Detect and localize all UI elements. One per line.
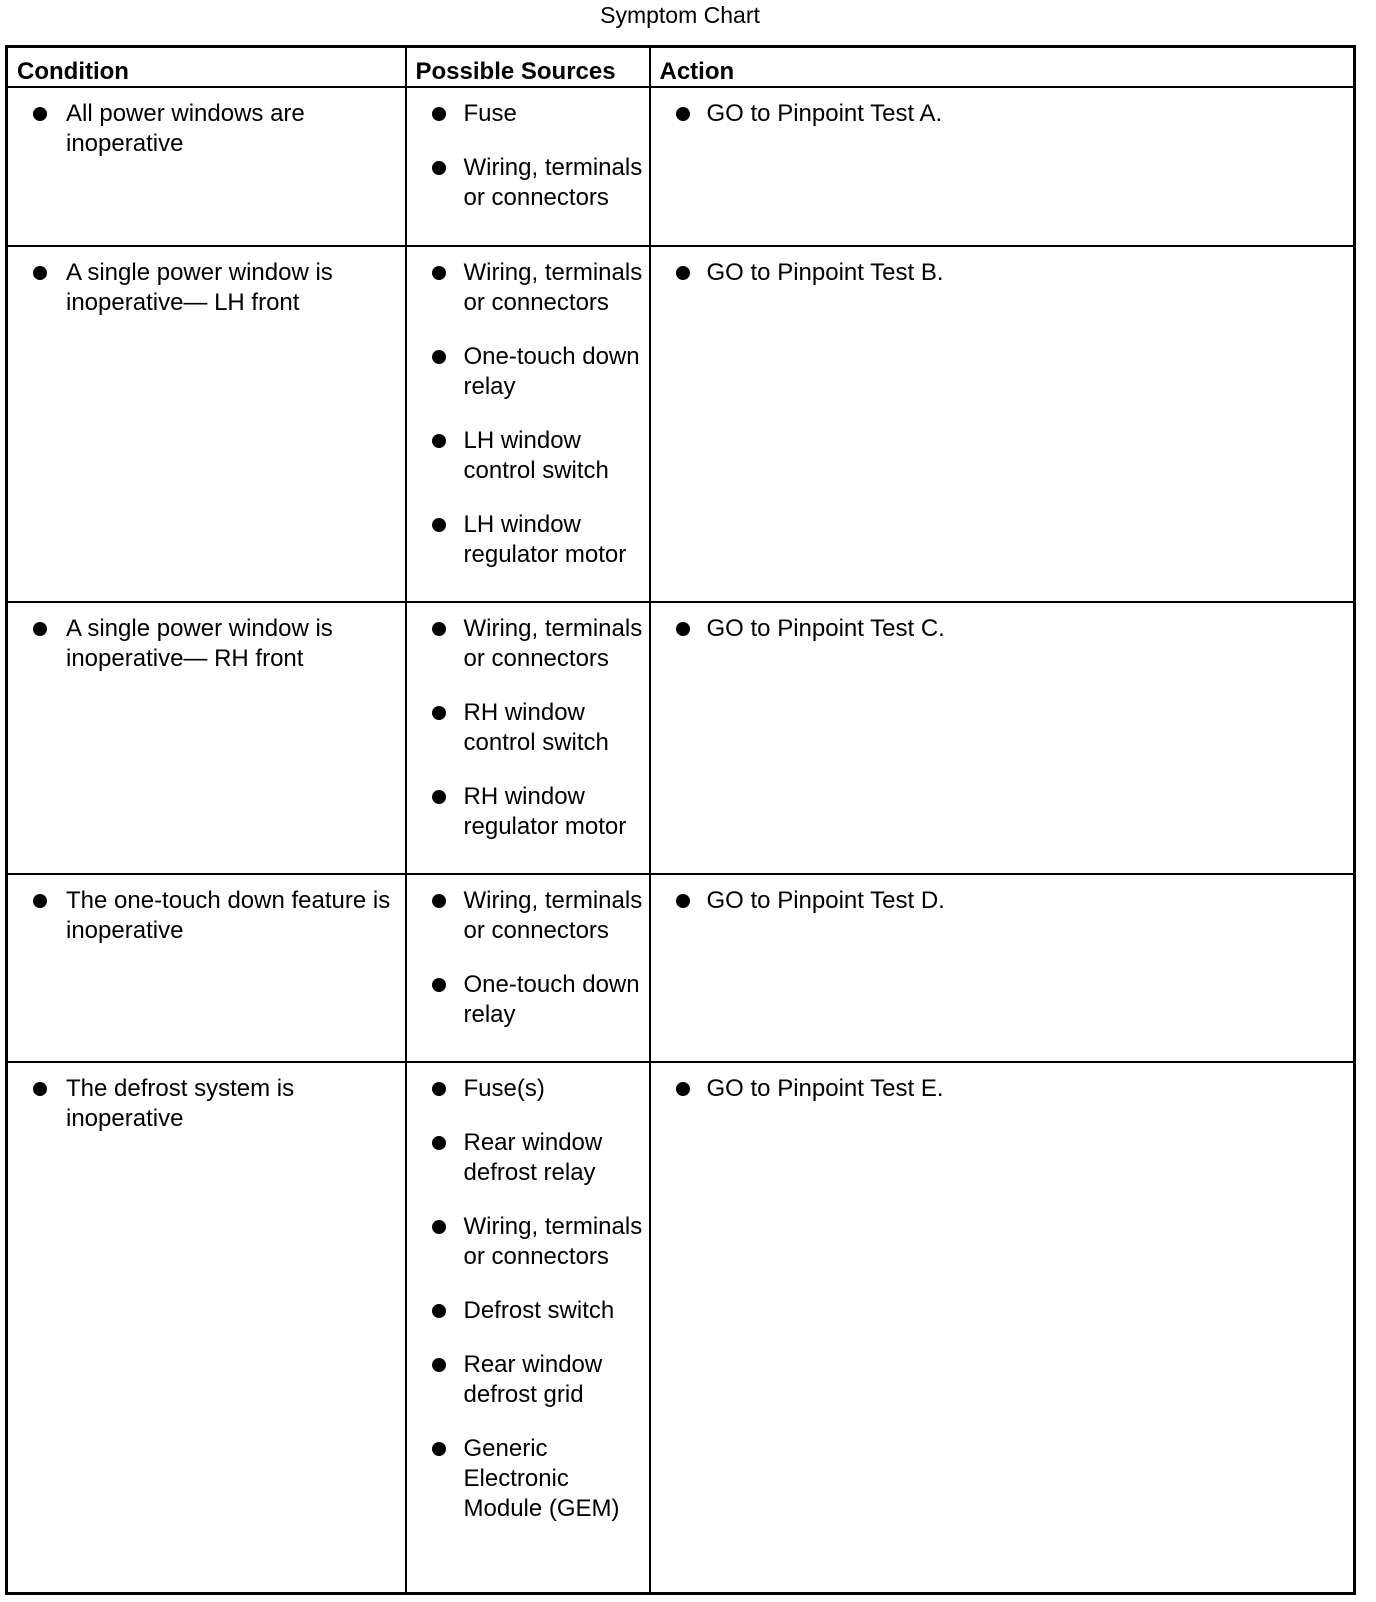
list-item: [432, 1434, 645, 1524]
list-item: [33, 614, 401, 674]
bullet-icon: [33, 622, 47, 636]
table-row: [7, 1062, 1355, 1594]
list-item: [432, 970, 645, 1030]
condition-text: The defrost system is inoperative: [66, 1075, 295, 1132]
condition-cell: [7, 246, 406, 602]
bullet-icon: [676, 894, 690, 908]
bullet-icon: [432, 1136, 446, 1150]
source-text: Wiring, terminals or connectors: [463, 154, 643, 211]
bullet-icon: [432, 518, 446, 532]
list-item: [432, 510, 645, 570]
bullet-icon: [33, 266, 47, 280]
table-row: [7, 602, 1355, 874]
list-item: [432, 1296, 645, 1326]
list-item: [432, 782, 645, 842]
bullet-icon: [432, 622, 446, 636]
bullet-icon: [432, 1358, 446, 1372]
bullet-icon: [676, 622, 690, 636]
possible-sources-cell: [406, 246, 650, 602]
list-item: [432, 1074, 645, 1104]
action-cell: [650, 1062, 1355, 1594]
bullet-icon: [33, 1082, 47, 1096]
list-item: [432, 698, 645, 758]
list-item: [432, 1212, 645, 1272]
bullet-icon: [676, 266, 690, 280]
condition-text: The one-touch down feature is inoperative: [66, 887, 391, 944]
source-text: Generic Electronic Module (GEM): [463, 1435, 620, 1522]
action-cell: [650, 602, 1355, 874]
bullet-icon: [676, 1082, 690, 1096]
list-item: [432, 153, 645, 213]
source-text: Wiring, terminals or connectors: [463, 887, 643, 944]
bullet-icon: [432, 1304, 446, 1318]
condition-text: A single power window is inoperative— LH front: [66, 259, 333, 316]
action-cell: [650, 246, 1355, 602]
action-text: GO to Pinpoint Test B.: [706, 259, 944, 286]
possible-sources-cell: [406, 602, 650, 874]
action-text: GO to Pinpoint Test D.: [706, 887, 945, 914]
possible-sources-cell: [406, 1062, 650, 1594]
condition-cell: [7, 1062, 406, 1594]
list-item: [33, 886, 401, 946]
source-text: RH window regulator motor: [463, 783, 627, 840]
header-row: [7, 47, 1355, 88]
list-item: [432, 258, 645, 318]
source-text: Rear window defrost grid: [463, 1351, 603, 1408]
source-text: One-touch down relay: [463, 343, 640, 400]
bullet-icon: [432, 161, 446, 175]
list-item: [432, 426, 645, 486]
header-action: Action: [650, 47, 1355, 88]
bullet-icon: [432, 350, 446, 364]
list-item: [432, 614, 645, 674]
action-cell: [650, 874, 1355, 1062]
bullet-icon: [432, 978, 446, 992]
source-text: Wiring, terminals or connectors: [463, 615, 643, 672]
action-text: GO to Pinpoint Test E.: [706, 1075, 944, 1102]
list-item: [33, 1074, 401, 1134]
source-text: LH window regulator motor: [463, 511, 627, 568]
symptom-chart-table: [5, 45, 1356, 1595]
list-item: [432, 1128, 645, 1188]
condition-cell: [7, 602, 406, 874]
chart-title: Symptom Chart: [600, 2, 760, 28]
bullet-icon: [432, 790, 446, 804]
list-item: [33, 99, 401, 159]
table-row: [7, 246, 1355, 602]
header-condition: Condition: [7, 47, 406, 88]
action-text: GO to Pinpoint Test A.: [706, 100, 943, 127]
source-text: Wiring, terminals or connectors: [463, 259, 643, 316]
source-text: Rear window defrost relay: [463, 1129, 603, 1186]
bullet-icon: [432, 107, 446, 121]
bullet-icon: [676, 107, 690, 121]
list-item: [432, 886, 645, 946]
source-text: Fuse: [463, 100, 517, 127]
source-text: LH window control switch: [463, 427, 609, 484]
header-possible-sources: Possible Sources: [406, 47, 650, 88]
source-text: Wiring, terminals or connectors: [463, 1213, 643, 1270]
possible-sources-cell: [406, 874, 650, 1062]
list-item: [432, 99, 645, 129]
list-item: [676, 99, 1350, 129]
action-text: GO to Pinpoint Test C.: [706, 615, 945, 642]
list-item: [432, 1350, 645, 1410]
bullet-icon: [33, 107, 47, 121]
action-cell: [650, 87, 1355, 246]
list-item: [676, 1074, 1350, 1104]
bullet-icon: [432, 266, 446, 280]
table-row: [7, 87, 1355, 246]
table-row: [7, 874, 1355, 1062]
bullet-icon: [33, 894, 47, 908]
bullet-icon: [432, 706, 446, 720]
list-item: [33, 258, 401, 318]
possible-sources-cell: [406, 87, 650, 246]
bullet-icon: [432, 1220, 446, 1234]
list-item: [432, 342, 645, 402]
source-text: One-touch down relay: [463, 971, 640, 1028]
source-text: Fuse(s): [463, 1075, 545, 1102]
list-item: [676, 614, 1350, 644]
bullet-icon: [432, 1442, 446, 1456]
bullet-icon: [432, 1082, 446, 1096]
condition-cell: [7, 874, 406, 1062]
list-item: [676, 258, 1350, 288]
condition-cell: [7, 87, 406, 246]
bullet-icon: [432, 434, 446, 448]
condition-text: All power windows are inoperative: [66, 100, 305, 157]
source-text: RH window control switch: [463, 699, 609, 756]
source-text: Defrost switch: [463, 1297, 615, 1324]
condition-text: A single power window is inoperative— RH front: [66, 615, 333, 672]
bullet-icon: [432, 894, 446, 908]
list-item: [676, 886, 1350, 916]
